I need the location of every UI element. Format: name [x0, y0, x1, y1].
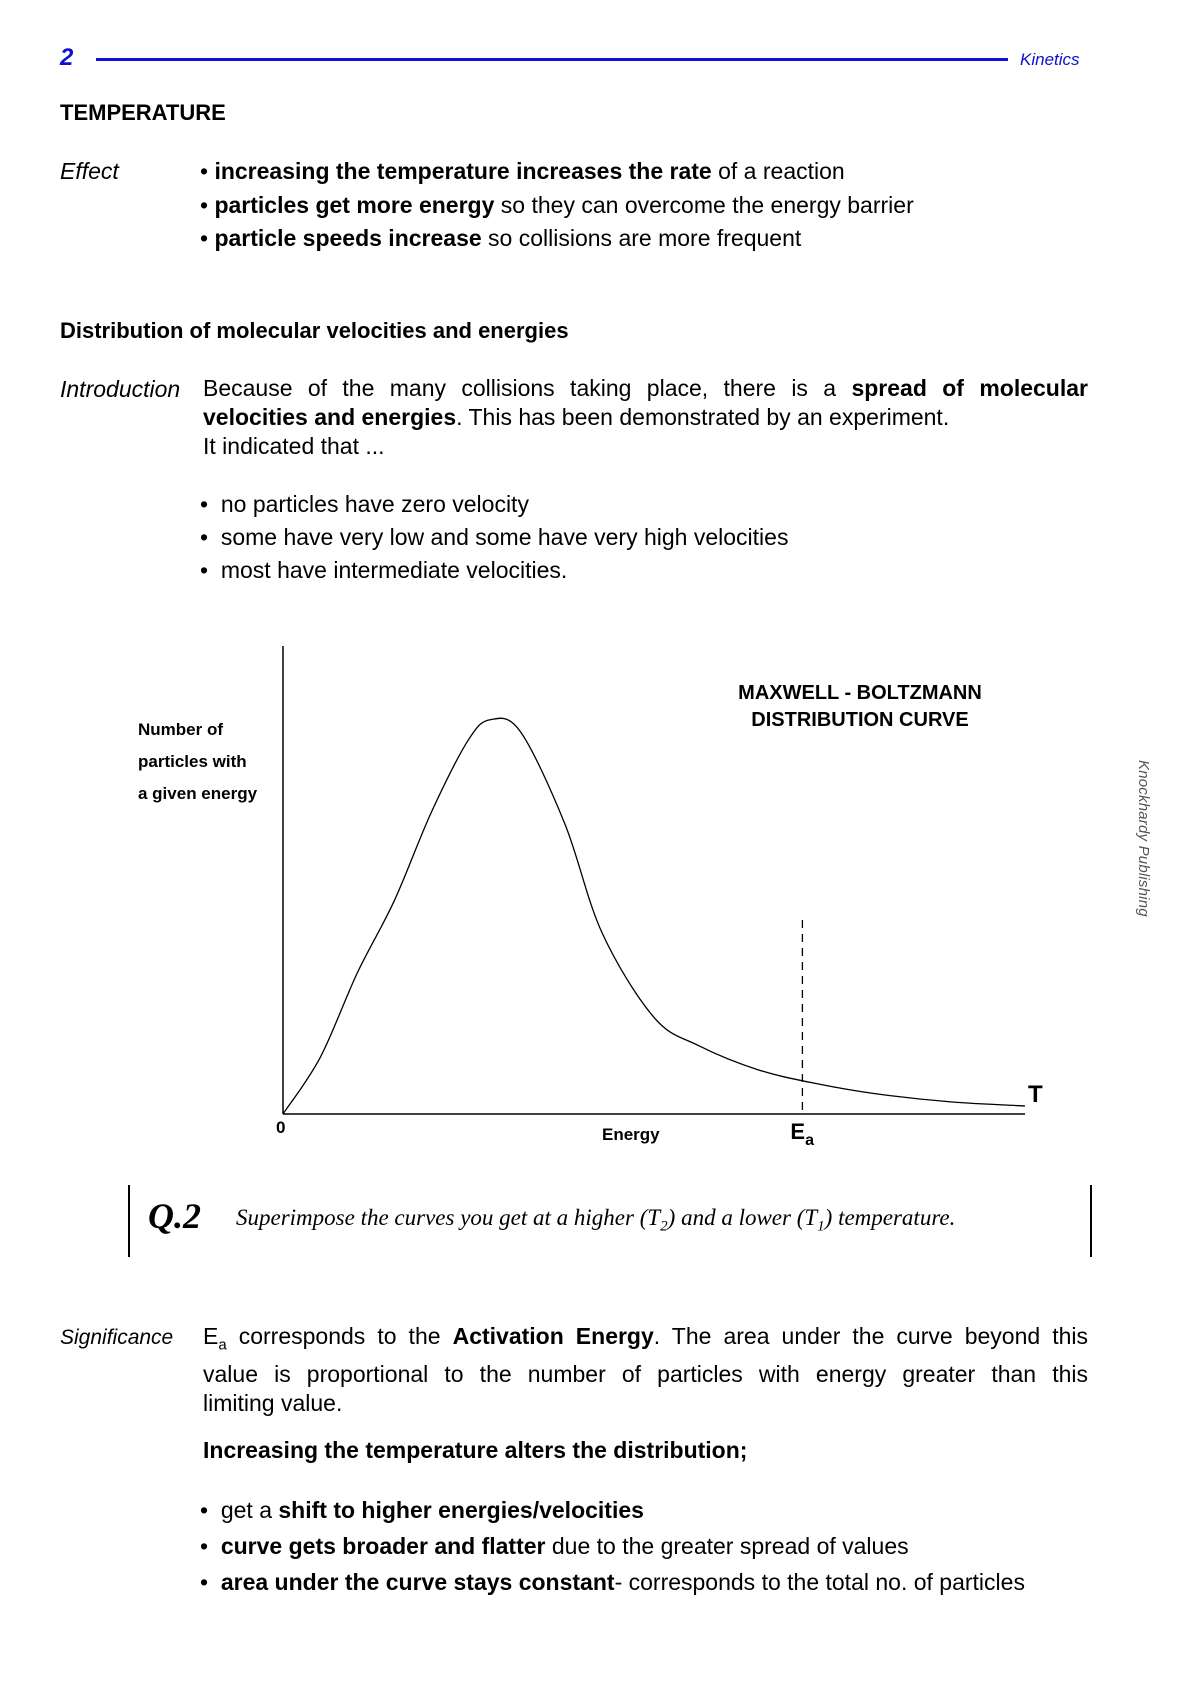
sig-line-1-bold: Activation Energy [452, 1323, 654, 1349]
distribution-curve-T [283, 718, 1025, 1114]
sig-bullet-3-bold: area under the curve stays constant [220, 1569, 615, 1595]
intro-line-1-bold: spread of molecular [851, 375, 1088, 401]
effect-bullet-3: • particle speeds increase so collisions are more frequent [200, 225, 802, 251]
sig-line-1-pre: corresponds to the [226, 1323, 453, 1349]
significance-line-2: value is proportional to the number of particles with energy greater than this [203, 1360, 1088, 1387]
chart-title-line-2: DISTRIBUTION CURVE [751, 709, 969, 731]
sig-bullet-1-pre: get a [220, 1497, 279, 1523]
effect-bullet-3-rest: so collisions are more frequent [481, 225, 802, 251]
ea-label-e: E [790, 1119, 806, 1144]
significance-subheading: Increasing the temperature alters the distribution; [203, 1437, 748, 1463]
sig-bullet-3-rest: - corresponds to the total no. of particles [614, 1569, 1025, 1595]
significance-label: Significance [60, 1326, 174, 1349]
effect-bullet-2-rest: so they can overcome the energy barrier [494, 192, 914, 218]
question-bar-right [1090, 1185, 1092, 1257]
introduction-label: Introduction [60, 376, 181, 402]
intro-line-1-text: Because of the many collisions taking place, there is a [203, 375, 852, 401]
y-axis-label-line-1: Number of [138, 720, 223, 739]
intro-line-2-text: . This has been demonstrated by an experiment. [456, 404, 950, 430]
curve-label-T: T [1028, 1081, 1043, 1108]
sig-bullet-2: • curve gets broader and flatter due to the greater spread of values [200, 1533, 909, 1559]
effect-bullet-1-bold: increasing the temperature increases the rate [214, 158, 712, 184]
ea-label [790, 1119, 814, 1149]
question-text-pre: Superimpose the curves you get at a higher (T [236, 1205, 661, 1230]
sig-bullet-2-bold: curve gets broader and flatter [220, 1533, 546, 1559]
sig-bullet-1: • get a shift to higher energies/velocities [200, 1497, 644, 1523]
y-axis-label-line-3: a given energy [138, 784, 258, 803]
question-text [236, 1205, 955, 1236]
intro-bullet-3-text: most have intermediate velocities. [220, 557, 568, 583]
sig-e-sub: a [218, 1336, 227, 1354]
effect-bullet-2: • particles get more energy so they can overcome the energy barrier [200, 192, 914, 218]
section-heading-distribution: Distribution of molecular velocities and energies [60, 318, 569, 343]
significance-line-1 [203, 1322, 1088, 1360]
sig-line-1-rest: . The area under the curve beyond this [653, 1323, 1088, 1349]
significance-line-3: limiting value. [203, 1389, 343, 1416]
question-sub-2: 2 [660, 1218, 668, 1235]
x-axis-label: Energy [602, 1125, 660, 1144]
section-heading-temperature: TEMPERATURE [60, 100, 226, 125]
effect-bullet-2-bold: particles get more energy [214, 192, 495, 218]
ea-label-sub: a [805, 1132, 814, 1149]
chart-title-line-1: MAXWELL - BOLTZMANN [738, 682, 982, 704]
intro-line-3: It indicated that ... [203, 433, 385, 459]
sig-bullet-2-rest: due to the greater spread of values [545, 1533, 909, 1559]
question-bar-left [128, 1185, 130, 1257]
intro-bullet-1-text: no particles have zero velocity [220, 491, 529, 517]
intro-bullet-2: • some have very low and some have very high velocities [200, 524, 789, 550]
question-text-post: ) temperature. [824, 1205, 956, 1230]
effect-bullet-1: • increasing the temperature increases the rate of a reaction [200, 158, 845, 184]
publisher-side-label: Knockhardy Publishing [1135, 760, 1152, 917]
effect-bullet-3-bold: particle speeds increase [214, 225, 482, 251]
header-title: Kinetics [1020, 50, 1080, 69]
intro-bullet-1: • no particles have zero velocity [200, 491, 529, 517]
page-number: 2 [60, 44, 74, 71]
intro-bullet-3: • most have intermediate velocities. [200, 557, 568, 583]
question-number: Q.2 [148, 1196, 201, 1236]
origin-label: 0 [276, 1118, 286, 1137]
y-axis-label-line-2: particles with [138, 752, 247, 771]
question-text-mid: ) and a lower (T [667, 1205, 818, 1230]
question-sub-1: 1 [817, 1218, 825, 1235]
sig-e: E [203, 1323, 219, 1349]
sig-bullet-1-bold: shift to higher energies/velocities [278, 1497, 644, 1523]
intro-bullet-2-text: some have very low and some have very high velocities [220, 524, 789, 550]
effect-label: Effect [60, 158, 119, 184]
intro-line-2-bold: velocities and energies [203, 404, 457, 430]
significance-paragraph [203, 1322, 1088, 1418]
effect-bullet-1-rest: of a reaction [711, 158, 845, 184]
sig-bullet-3: • area under the curve stays constant- corresponds to the total no. of particles [200, 1569, 1025, 1595]
